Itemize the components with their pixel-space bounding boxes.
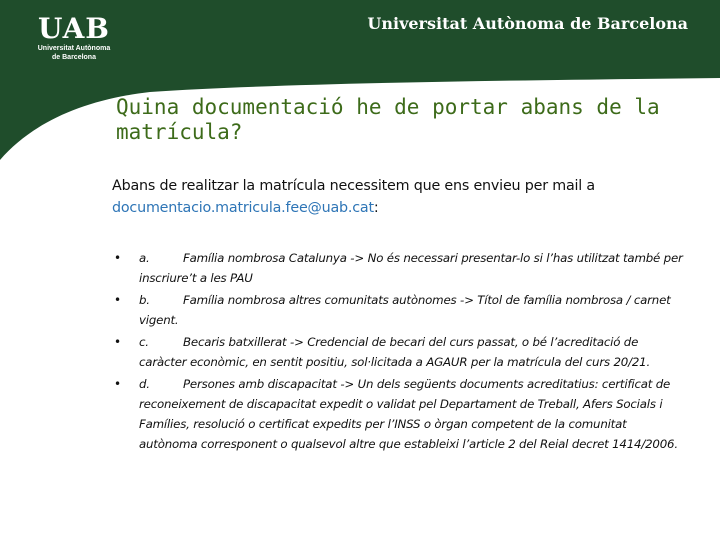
university-name: Universitat Autònoma de Barcelona xyxy=(367,14,688,33)
slide-title: Quina documentació he de portar abans de la matrícula? xyxy=(116,95,660,144)
item-letter: d. xyxy=(139,377,150,391)
intro-paragraph xyxy=(112,175,692,219)
item-text: Becaris batxillerat -> Credencial de becari del curs passat, o bé l’acreditació de caràcter econòmic, en sentit positiu, sol·licitada a AGAUR per la matrícula del curs 20/21. xyxy=(139,335,651,369)
bullet: • xyxy=(114,293,121,307)
item-text: Família nombrosa Catalunya -> No és necessari presentar-lo si l’has utilitzat també per inscriure’t a les PAU xyxy=(139,251,683,285)
item-letter: c. xyxy=(139,335,149,349)
email-link[interactable]: documentacio.matricula.fee@uab.cat xyxy=(112,200,374,216)
bullet: • xyxy=(114,335,121,349)
list-item xyxy=(112,248,684,288)
item-text: Família nombrosa altres comunitats autònomes -> Títol de família nombrosa / carnet vigent. xyxy=(139,293,671,327)
logo-mark: UAB xyxy=(38,12,110,45)
item-letter: a. xyxy=(139,251,150,265)
logo-subtitle-line2: de Barcelona xyxy=(52,54,96,61)
logo-subtitle-line1: Universitat Autònoma xyxy=(37,45,111,52)
list-item xyxy=(112,374,684,454)
item-text: Persones amb discapacitat -> Un dels següents documents acreditatius: certificat de reconeixement de discapacitat expedit o validat pel Departament de Treball, Afers Socials i Famílies, resolució o certificat expedits per l’INSS o òrgan competent de la comunitat autònoma corresponent o qualsevol altre que estableixi l’article 2 del Reial decret 1414/2006. xyxy=(139,377,678,451)
intro-end: : xyxy=(373,200,379,216)
list-item xyxy=(112,290,684,330)
documents-list xyxy=(112,248,684,456)
intro-text: Abans de realitzar la matrícula necessitem que ens envieu per mail a xyxy=(112,178,595,194)
bullet: • xyxy=(114,251,121,265)
uab-logo xyxy=(28,14,120,62)
list-item xyxy=(112,332,684,372)
item-letter: b. xyxy=(139,293,150,307)
bullet: • xyxy=(114,377,121,391)
